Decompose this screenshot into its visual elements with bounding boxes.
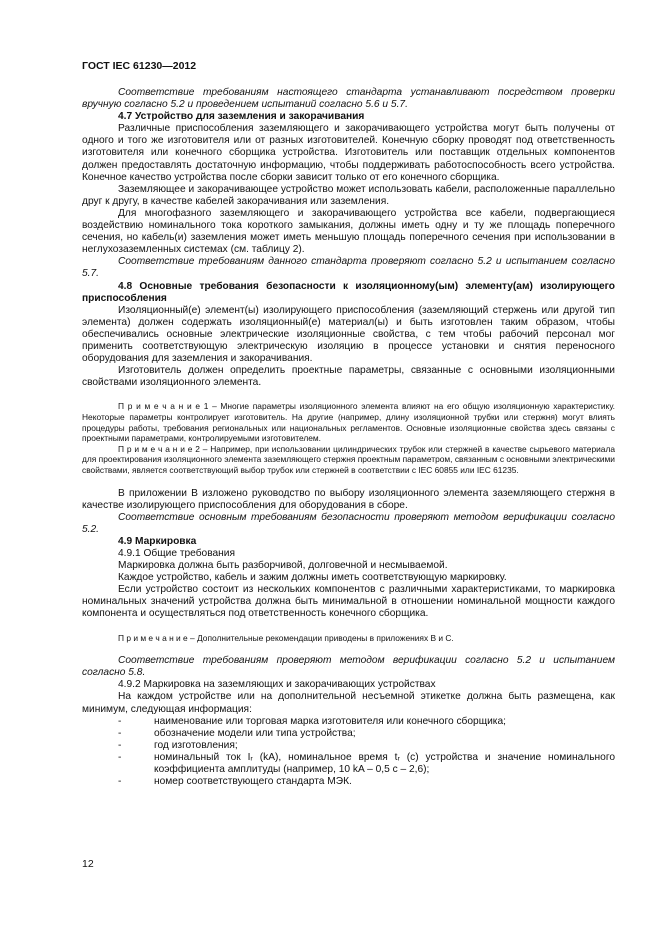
list-item-text: обозначение модели или типа устройства; [154, 727, 356, 739]
body-paragraph: В приложении В изложено руководство по выбору изоляционного элемента заземляющего стержня в качестве изолирующего приспособления для оборудования в сборе. [82, 487, 615, 511]
spacer [82, 389, 615, 401]
body-paragraph: Изготовитель должен определить проектные параметры, связанные с основными изоляционными свойствами изоляционного элемента. [82, 365, 615, 389]
list-item [82, 776, 615, 788]
bullet-marker: - [118, 727, 122, 739]
compliance-paragraph: Соответствие требованиям данного стандарта проверяют согласно 5.2 и испытанием согласно 5.7. [82, 256, 615, 280]
note-text: – Дополнительные рекомендации приводены в приложениях В и С. [187, 632, 454, 643]
page-header-title: ГОСТ IEC 61230—2012 [82, 60, 197, 72]
note-2 [82, 444, 615, 476]
list-item [82, 728, 615, 740]
list-item-text: наименование или торговая марка изготовителя или конечного сборщика; [154, 715, 506, 727]
note-label: П р и м е ч а н и е 2 [118, 443, 200, 454]
document-body [82, 87, 615, 788]
note-label: П р и м е ч а н и е 1 [118, 401, 209, 412]
list-item-text: год изготовления; [154, 739, 238, 751]
spacer [82, 621, 615, 633]
bullet-marker: - [118, 751, 122, 763]
note-label: П р и м е ч а н и е [118, 632, 188, 643]
section-heading-4-8: 4.8 Основные требования безопасности к изоляционному(ым) элементу(ам) изолирующего приспособления [82, 280, 615, 304]
note-text: – Например, при использовании цилиндрических трубок или стержней в качестве сырьевого материала для проектирования изоляционного элемента заземляющего стержня проектным параметром, связанным с основными электрическими свойствами, является соответствующий выбор трубок или стержней в соответствии с IEC 60855 или IEC 61235. [82, 443, 615, 475]
list-item-text: номер соответствующего стандарта МЭК. [154, 776, 352, 788]
note-3 [82, 633, 615, 644]
body-paragraph: Заземляющее и закорачивающее устройство может использовать кабели, расположенные параллельно друг к другу, в качестве кабелей закорачивания или заземления. [82, 183, 615, 207]
note-1 [82, 401, 615, 443]
list-item-text: номинальный ток Iᵣ (kA), номинальное время tᵣ (c) устройства и значение номинального коэффициента амплитуды (например, 10 kA – 0,5 c – 2,6); [154, 751, 615, 775]
body-paragraph: Каждое устройство, кабель и зажим должны иметь соответствующую маркировку. [118, 572, 507, 584]
note-text: – Многие параметры изоляционного элемента влияют на его общую изоляционную характеристику. Некоторые параметры контролирует изготовитель. На другие (например, длину изоляционной трубки или стержня) могут влиять процедуры работы, требования региональных или национальных регламентов. Основные изоляционные свойства здесь связаны с проектными параметрами, контролируемыми изготовителем. [82, 401, 615, 444]
spacer [82, 476, 615, 488]
subsection-heading-4-9-1: 4.9.1 Общие требования [118, 547, 235, 559]
body-paragraph: На каждом устройстве или на дополнительной несъемной этикетке должна быть размещена, как минимум, следующая информация: [82, 691, 615, 715]
subsection-heading-4-9-2: 4.9.2 Маркировка на заземляющих и закорачивающих устройствах [118, 679, 436, 691]
body-paragraph: Для многофазного заземляющего и закорачивающего устройства все кабели, подвергающиеся воздействию номинального тока короткого замыкания, должны иметь одну и ту же площадь поперечного сечения, но кабель(и) заземления может иметь меньшую площадь поперечного сечения при использовании в неглухозаземленных системах (см. таблицу 2). [82, 207, 615, 256]
body-paragraph: Если устройство состоит из нескольких компонентов с различными характеристиками, то маркировка номинальных значений устройства должна быть минимальной в отношении номинальной мощности каждого компонента и осуществляться под ответственность конечного сборщика. [82, 584, 615, 620]
list-item [82, 752, 615, 776]
body-paragraph: Изоляционный(е) элемент(ы) изолирующего приспособления (заземляющий стержень или другой тип элемента) должен содержать изоляционный(е) материал(ы) и быть изготовлен таким образом, чтобы обеспечивались основные электрические изоляционные свойства, с тем чтобы рабочий персонал мог применить соответствующую электрическую изоляцию в процессе установки и снятия переносного оборудования для заземления и закорачивания. [82, 304, 615, 365]
compliance-paragraph: Соответствие основным требованиям безопасности проверяют методом верификации согласно 5.2. [82, 511, 615, 535]
bullet-marker: - [118, 715, 122, 727]
section-heading-4-9: 4.9 Маркировка [118, 535, 197, 547]
body-paragraph: Маркировка должна быть разборчивой, долговечной и несмываемой. [118, 560, 448, 572]
list-item [82, 716, 615, 728]
spacer [82, 643, 615, 655]
page-number: 12 [82, 858, 94, 870]
compliance-paragraph: Соответствие требованиям проверяют методом верификации согласно 5.2 и испытанием согласно 5.8. [82, 655, 615, 679]
bullet-marker: - [118, 739, 122, 751]
compliance-paragraph: Соответствие требованиям настоящего стандарта устанавливают посредством проверки вручную согласно 5.2 и проведением испытаний согласно 5.6 и 5.7. [82, 87, 615, 111]
bullet-marker: - [118, 776, 122, 788]
body-paragraph: Различные приспособления заземляющего и закорачивающего устройства могут быть получены от одного и того же изготовителя или от разных изготовителей. Конечную сборку проводят под ответственность изготовителя или конечного сборщика устройства. Изготовитель или поставщик отдельных компонентов должен предоставлять достаточную информацию, чтобы поддерживать работоспособность всего устройства. Конечное качество устройства после сборки зависит только от его конечного сборщика. [82, 123, 615, 183]
list-item [82, 740, 615, 752]
section-heading-4-7: 4.7 Устройство для заземления и закорачивания [118, 111, 365, 123]
